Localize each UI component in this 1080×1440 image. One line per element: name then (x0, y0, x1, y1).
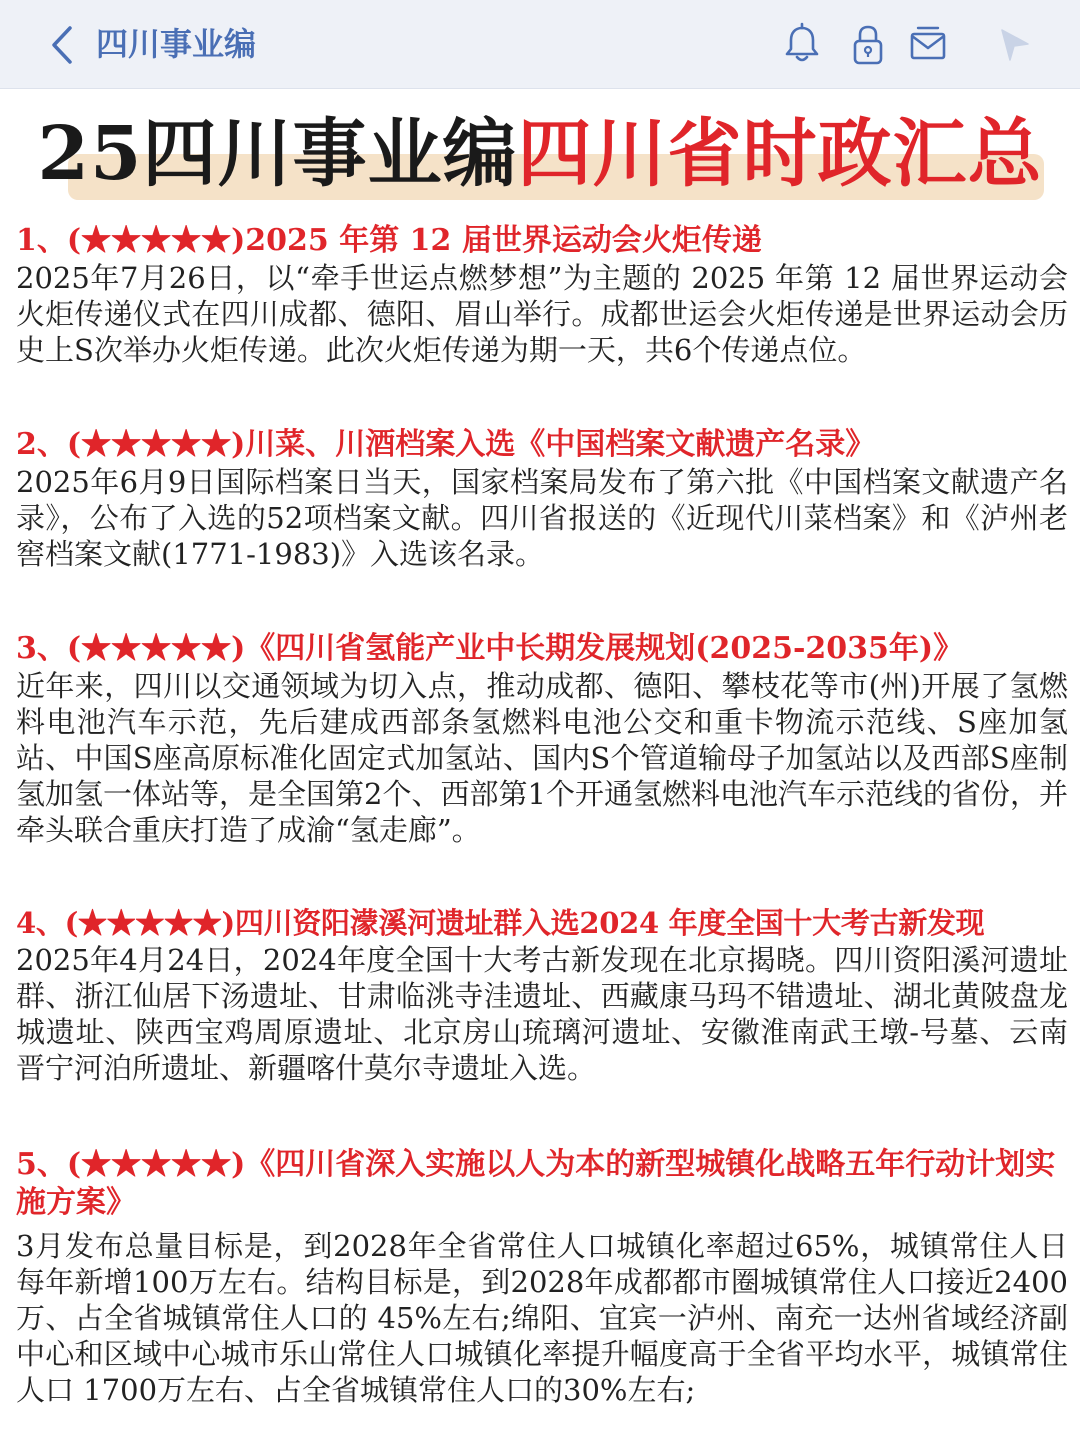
news-item (16, 1146, 1068, 1408)
back-button[interactable] (44, 24, 80, 66)
mail-icon (906, 22, 950, 66)
chevron-left-icon (44, 24, 80, 66)
news-item (16, 904, 1068, 1086)
lock-button[interactable] (846, 22, 890, 66)
news-item-body: 近年来，四川以交通领域为切入点，推动成都、德阳、攀枝花等市(州)开展了氢燃料电池汽车示范，先后建成西部条氢燃料电池公交和重卡物流示范线、S座加氢站、中国S座高原标准化固定式加氢站、国内S个管道输母子加氢站以及西部S座制氢加氢一体站等，是全国第2个、西部第1个开通氢燃料电池汽车示范线的省份，并牵头联合重庆打造了成渝“氢走廊”。 (16, 669, 1068, 847)
news-item-body: 2025年4月24日，2024年度全国十大考古新发现在北京揭晓。四川资阳溪河遗址群、浙江仙居下汤遗址、甘肃临洮寺洼遗址、西藏康马玛不错遗址、湖北黄陂盘龙城遗址、陕西宝鸡周原遗址、北京房山琉璃河遗址、安徽淮南武王墩-号墓、云南晋宁河泊所遗址、新疆喀什莫尔寺遗址入选。 (16, 943, 1068, 1085)
news-item-title: 1、(★★★★★)2025 年第 12 届世界运动会火炬传递 (16, 223, 762, 258)
news-item-body: 2025年6月9日国际档案日当天，国家档案局发布了第六批《中国档案文献遗产名录》，公布了入选的52项档案文献。四川省报送的《近现代川菜档案》和《泸州老窖档案文献(1771-1983)》入选该名录。 (16, 465, 1068, 571)
send-icon (992, 22, 1036, 66)
news-item-body: 2025年7月26日，以“牵手世运点燃梦想”为主题的 2025 年第 12 届世界运动会火炬传递仪式在四川成都、德阳、眉山举行。成都世运会火炬传递是世界运动会历史上S次举办火炬传递。此次火炬传递为期一天，共6个传递点位。 (16, 261, 1068, 367)
bell-icon (780, 22, 824, 66)
notification-button[interactable] (780, 22, 824, 66)
news-item (16, 630, 1068, 848)
headline-red-part: 四川省时政汇总 (517, 111, 1043, 197)
share-button[interactable] (992, 22, 1036, 66)
page-title: 四川事业编 (96, 25, 257, 63)
headline-black-part: 25四川事业编 (37, 111, 518, 197)
article-content (16, 222, 1068, 1408)
news-item-body: 3月发布总量目标是，到2028年全省常住人口城镇化率超过65%，城镇常住人日每年新增100万左右。结构目标是，到2028年成都都市圈城镇常住人口接近2400 万、占全省城镇常住人口的 45%左右;绵阳、宜宾一泸州、南充一达州省域经济副中心和区域中心城市乐山常住人口城镇化率提升幅度高于全省平均水平，城镇常住人口 1700万左右、占全省城镇常住人口的30%左右; (16, 1229, 1068, 1407)
message-button[interactable] (906, 22, 950, 66)
top-nav-bar (0, 0, 1080, 89)
news-item (16, 426, 1068, 572)
lock-icon (846, 22, 890, 66)
news-item-title: 2、(★★★★★)川菜、川酒档案入选《中国档案文献遗产名录》 (16, 427, 876, 462)
news-item-title: 5、(★★★★★)《四川省深入实施以人为本的新型城镇化战略五年行动计划实施方案》 (16, 1147, 1056, 1220)
news-item-title: 3、(★★★★★)《四川省氢能产业中长期发展规划(2025-2035年)》 (16, 631, 964, 666)
headline (0, 100, 1080, 210)
news-item (16, 222, 1068, 368)
news-item-title: 4、(★★★★★)四川资阳濛溪河遗址群入选2024 年度全国十大考古新发现 (16, 906, 985, 940)
